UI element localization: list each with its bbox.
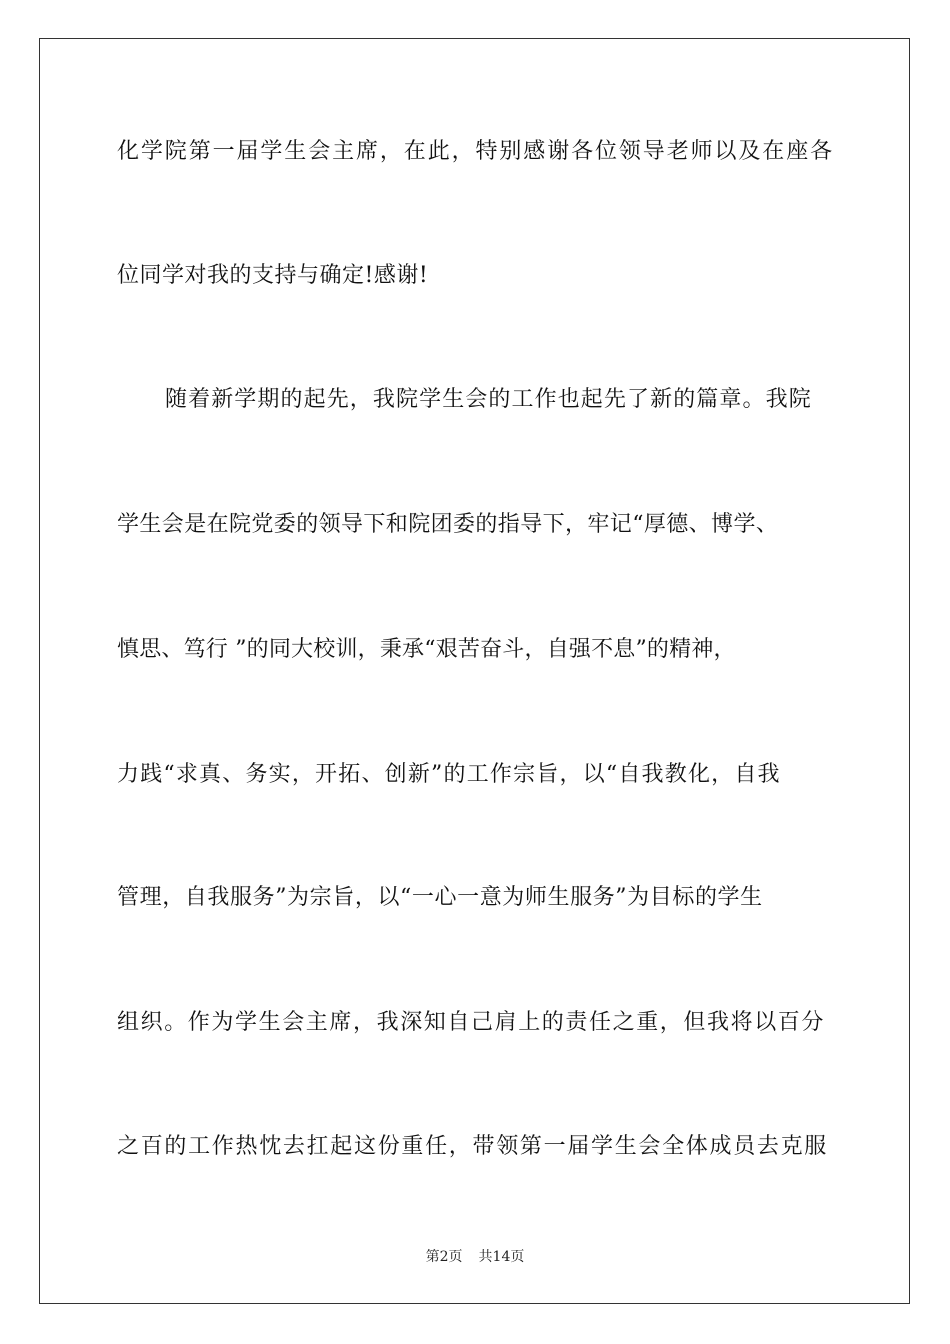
body-text-line: 学生会是在院党委的领导下和院团委的指导下，牢记“厚德、博学、 bbox=[117, 512, 779, 537]
total-pages: 共14页 bbox=[478, 1249, 525, 1265]
body-text-line: 随着新学期的起先，我院学生会的工作也起先了新的篇章。我院 bbox=[165, 387, 812, 412]
body-text-line: 之百的工作热忱去扛起这份重任，带领第一届学生会全体成员去克服 bbox=[117, 1134, 829, 1159]
body-text-line: 组织。作为学生会主席，我深知自己肩上的责任之重，但我将以百分 bbox=[117, 1010, 826, 1035]
current-page-number: 第2页 bbox=[425, 1249, 463, 1265]
body-text-line: 力践“求真、务实，开拓、创新”的工作宗旨，以“自我教化，自我 bbox=[117, 762, 781, 787]
body-text-line: 化学院第一届学生会主席，在此，特别感谢各位领导老师以及在座各 bbox=[117, 139, 835, 164]
body-text-line: 位同学对我的支持与确定!感谢! bbox=[117, 263, 429, 288]
body-text-line: 管理，自我服务”为宗旨，以“一心一意为师生服务”为目标的学生 bbox=[117, 885, 763, 910]
page-footer bbox=[0, 1248, 950, 1266]
body-text-line: 慎思、笃行 ”的同大校训，秉承“艰苦奋斗，自强不息”的精神， bbox=[117, 637, 736, 662]
page-border bbox=[39, 38, 910, 1304]
